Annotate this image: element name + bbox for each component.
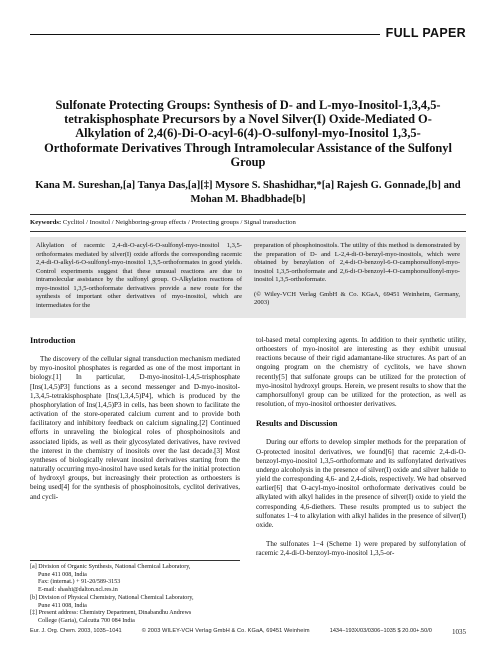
left-column (30, 336, 240, 512)
abstract-part-2: preparation of phosphoinositols. The utility of this method is demonstrated by the preparation of D- and L-2,4-di-O-benzyl-myo-inositols, which were obtained by benzylation of 2,4-di-O-benzoyl-6-O-camphorsulfonyl-myo-inositol 1,3,5-orthoformate and 2,6-di-O-benzoyl-4-O-camphorsulfonyl-myo-inositol 1,3,5-orthoformate. (254, 242, 460, 283)
keywords (30, 214, 466, 232)
footnote-a-line-1: [a] Division of Organic Synthesis, National Chemical Laboratory, (30, 564, 191, 570)
footnotes (30, 560, 240, 626)
author-line-2: Mohan M. Bhadbhade[b] (190, 193, 306, 205)
abstract-copyright: (© Wiley-VCH Verlag GmbH & Co. KGaA, 69451 Weinheim, Germany, 2003) (254, 290, 460, 306)
author-list (30, 179, 466, 206)
footnote-a-fax: Fax: (internat.) + 91-20/589-3153 (38, 579, 121, 586)
intro-paragraph: The discovery of the cellular signal transduction mechanism mediated by myo-inositol phosphates is regarded as one of the most important in biology.[1] In particular, D-myo-inositol-1,4,5-trisphosphate [Ins(1,4,5)P3] functions as a second messenger and D-myo-inositol-1,3,4,5-tetrakisphosphate [Ins(1,3,4,5)P4], which is produced by the phosphorylation of Ins(1,4,5)P3 in cells, has been shown to facilitate the activation of the store-operated calcium current and to provide both facilitatory and inhibitory feedback on calcium signaling.[2] Continued efforts in unraveling the biological roles of phosphoinositols and associated lipids, as well as their glycosylated derivatives, have revived the interest in the chemistry of inositols over the last decade.[3] Most syntheses of biologically relevant inositol derivatives starting from the naturally occurring myo-inositol have used ketals for the initial protection of hydroxyl groups, but increasingly their protection as orthoesters is being used[4] for the synthesis of phosphoinositols, cyclitol derivatives, and cycli- (30, 355, 240, 501)
results-paragraph-1: During our efforts to develop simpler methods for the preparation of O-protected inositol derivatives, we found[6] that racemic 2,4-di-O-benzoyl-myo-inositol 1,3,5-orthoformate and its sulfonylated derivatives undergo alcoholysis in the presence of silver(I) oxide and silver halide to yield the corresponding 4,6- and 2,4-diols, respectively. We had observed earlier[6] that O-acyl-myo-inositol orthoformate derivatives could be alkylated with alkyl halides in the presence of silver(I) oxide to yield the corresponding 4,6-diethers. These results prompted us to subject the sulfonates 1−4 to alkylation with alkyl halides in the presence of silver(I) oxide. (256, 438, 466, 529)
page-footer (30, 628, 466, 636)
keywords-text: Cyclitol / Inositol / Neighboring-group effects / Protecting groups / Signal transduction (62, 219, 296, 226)
footnote-a-line-2: Pune 411 008, India (38, 571, 87, 578)
section-label: FULL PAPER (380, 26, 466, 40)
footnote-b-line-1: [b] Division of Physical Chemistry, National Chemical Laboratory, (30, 594, 194, 601)
abstract-part-1: Alkylation of racemic 2,4-di-O-acyl-6-O-sulfonyl-myo-inositol 1,3,5-orthoformates mediated by silver(I) oxide affords the corresponding racemic 2,4-di-O-alkyl-6-O-sulfonyl-myo-inositol 1,3,5-orthoformates in good yields. Control experiments suggest that these unusual reactions are due to intramolecular assistance by the sulfonyl group. O-Alkylation reactions of myo-inositol 1,3,5-orthoformate derivatives provide a new route for the synthesis of important other derivatives of myo-inositol, which are intermediates for the (36, 242, 242, 309)
results-heading: Results and Discussion (256, 419, 338, 429)
footnote-b-line-2: Pune 411 008, India (38, 602, 87, 609)
intro-paragraph-cont: tol-based metal complexing agents. In addition to their synthetic utility, orthoesters of myo-inositol are interesting as they exhibit unusual reactions because of their rigid adamantane-like structures. As part of an ongoing program on the chemistry of cyclitols, we have shown recently[5] that sulfonate groups can be utilized for the protection of myo-inositol hydroxyl groups. Herein, we present results to show that the camphorsulfonyl group can be utilized for the protection, as well as resolution, of myo-inositol orthoester derivatives. (256, 336, 466, 409)
results-paragraph-2: The sulfonates 1−4 (Scheme 1) were prepared by sulfonylation of racemic 2,4-di-O-benzoyl-myo-inositol 1,3,5-or- (256, 539, 466, 558)
footnote-a-email: E-mail: shashi@dalton.ncl.res.in (38, 587, 118, 594)
right-column (256, 336, 466, 568)
intro-heading: Introduction (30, 336, 76, 345)
page-header (30, 24, 466, 44)
footer-journal: Eur. J. Org. Chem. 2003, 1035−1041 (30, 628, 122, 634)
keywords-label: Keywords: (30, 219, 62, 226)
abstract (30, 237, 466, 318)
page-number: 1035 (452, 628, 466, 636)
footer-copyright: © 2003 WILEY-VCH Verlag GmbH & Co. KGaA, 69451 Weinheim (141, 628, 310, 634)
footer-issn: 1434−193X/03/0306−1035 $ 20.00+.50/0 (329, 628, 432, 634)
footnote-c-line-2: College (Garia), Calcutta 700 084 India (38, 617, 135, 624)
footnote-c-line-1: [‡] Present address: Chemistry Department, Dinabandhu Andrews (30, 610, 192, 617)
article-title: Sulfonate Protecting Groups: Synthesis of D- and L-myo-Inositol-1,3,4,5-tetrakisphosphate Precursors by a Novel Silver(I) Oxide-Mediated O-Alkylation of 2,4(6)-Di-O-acyl-6(4)-O-sulfonyl-myo-Inositol 1,3,5-Orthoformate Derivatives Through Intramolecular Assistance of the Sulfonyl Group (44, 98, 452, 169)
author-line-1: Kana M. Sureshan,[a] Tanya Das,[a][‡] Mysore S. Shashidhar,*[a] Rajesh G. Gonnade,[b] and (35, 180, 461, 191)
